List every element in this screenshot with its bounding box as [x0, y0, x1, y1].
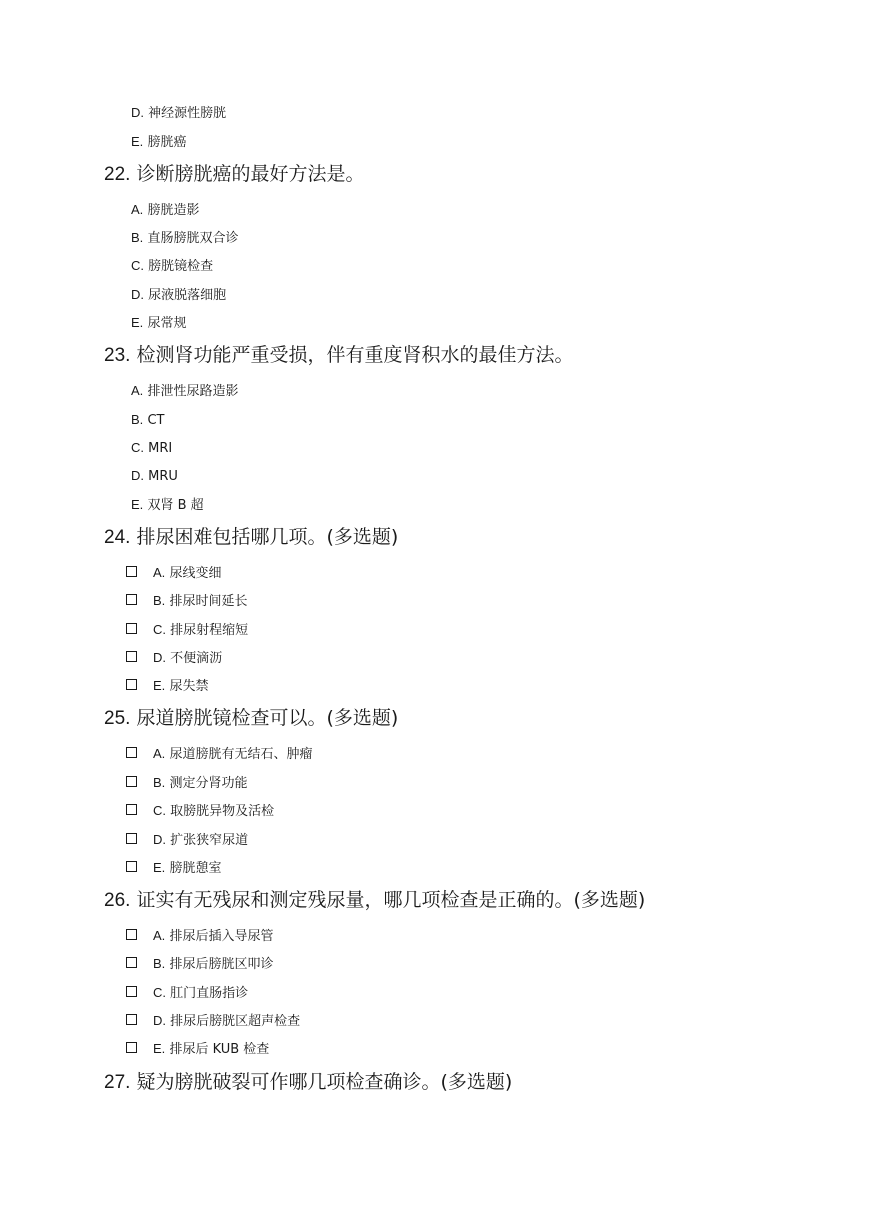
q25-option-d[interactable]: D. 扩张狭窄尿道	[126, 831, 248, 850]
question-23-title: 23. 检测肾功能严重受损，伴有重度肾积水的最佳方法。	[104, 344, 574, 366]
checkbox[interactable]	[126, 833, 137, 844]
question-24-title: 24. 排尿困难包括哪几项。(多选题)	[104, 526, 399, 548]
checkbox[interactable]	[126, 1014, 137, 1025]
checkbox[interactable]	[126, 929, 137, 940]
q23-option-d: D. MRU	[131, 468, 178, 484]
checkbox[interactable]	[126, 804, 137, 815]
checkbox[interactable]	[126, 776, 137, 787]
q26-option-e[interactable]: E. 排尿后 KUB 检查	[126, 1040, 269, 1059]
checkbox[interactable]	[126, 1042, 137, 1053]
q24-option-a[interactable]: A. 尿线变细	[126, 564, 221, 583]
checkbox[interactable]	[126, 747, 137, 758]
q25-option-a[interactable]: A. 尿道膀胱有无结石、肿瘤	[126, 745, 312, 764]
q25-option-b[interactable]: B. 测定分肾功能	[126, 774, 247, 793]
q24-option-c[interactable]: C. 排尿射程缩短	[126, 621, 248, 640]
question-25-title: 25. 尿道膀胱镜检查可以。(多选题)	[104, 707, 399, 729]
q26-option-a[interactable]: A. 排尿后插入导尿管	[126, 927, 273, 946]
checkbox[interactable]	[126, 623, 137, 634]
q24-option-e[interactable]: E. 尿失禁	[126, 677, 208, 696]
q21-option-d: D. 神经源性膀胱	[131, 105, 227, 121]
q22-option-d: D. 尿液脱落细胞	[131, 287, 227, 303]
q25-option-e[interactable]: E. 膀胱憩室	[126, 859, 221, 878]
q24-option-d[interactable]: D. 不便滴沥	[126, 649, 222, 668]
checkbox[interactable]	[126, 957, 137, 968]
q23-option-e: E. 双肾 B 超	[131, 497, 204, 513]
q23-option-a: A. 排泄性尿路造影	[131, 383, 239, 399]
checkbox[interactable]	[126, 986, 137, 997]
q23-option-c: C. MRI	[131, 440, 173, 456]
checkbox[interactable]	[126, 566, 137, 577]
checkbox[interactable]	[126, 594, 137, 605]
q22-option-a: A. 膀胱造影	[131, 202, 200, 218]
q21-option-e: E. 膀胱癌	[131, 134, 187, 150]
q26-option-b[interactable]: B. 排尿后膀胱区叩诊	[126, 955, 273, 974]
q26-option-c[interactable]: C. 肛门直肠指诊	[126, 984, 248, 1003]
q26-option-d[interactable]: D. 排尿后膀胱区超声检查	[126, 1012, 300, 1031]
checkbox[interactable]	[126, 861, 137, 872]
q22-option-c: C. 膀胱镜检查	[131, 258, 214, 274]
question-27-title: 27. 疑为膀胱破裂可作哪几项检查确诊。(多选题)	[104, 1071, 513, 1093]
q24-option-b[interactable]: B. 排尿时间延长	[126, 592, 247, 611]
q22-option-b: B. 直肠膀胱双合诊	[131, 230, 239, 246]
checkbox[interactable]	[126, 651, 137, 662]
q23-option-b: B. CT	[131, 412, 165, 428]
q25-option-c[interactable]: C. 取膀胱异物及活检	[126, 802, 274, 821]
question-22-title: 22. 诊断膀胱癌的最好方法是。	[104, 163, 365, 185]
q22-option-e: E. 尿常规	[131, 315, 187, 331]
checkbox[interactable]	[126, 679, 137, 690]
question-26-title: 26. 证实有无残尿和测定残尿量，哪几项检查是正确的。(多选题)	[104, 889, 646, 911]
